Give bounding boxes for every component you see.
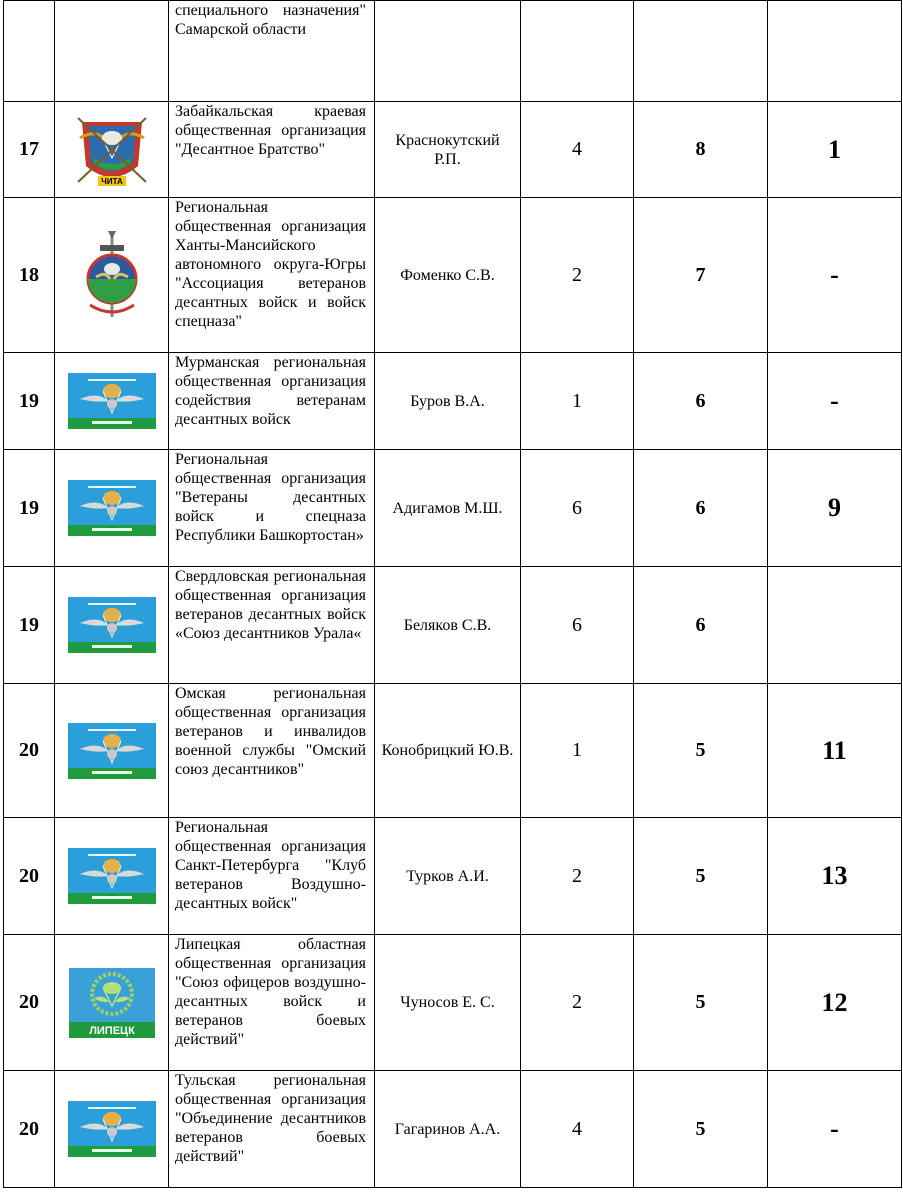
leader-cell: Буров В.А.: [375, 353, 521, 450]
logo-cell: [55, 198, 169, 353]
value-1-cell: 2: [521, 198, 634, 353]
svg-text:ЛИПЕЦК: ЛИПЕЦК: [88, 1024, 135, 1037]
value-2-cell: 6: [634, 450, 768, 567]
value-2-cell: 6: [634, 567, 768, 684]
chita-emblem-icon: [72, 108, 152, 192]
soyuz-desantnikov-flag-icon: [68, 373, 156, 429]
organization-name-cell: Мурманская региональная общественная организация содействия ветеранам десантных войск: [169, 353, 375, 450]
value-3-cell: 12: [768, 935, 902, 1071]
value-3-cell: 11: [768, 684, 902, 818]
value-1-cell: 1: [521, 353, 634, 450]
rank-cell: 20: [4, 818, 55, 935]
svg-text:ЧИТА: ЧИТА: [100, 176, 123, 186]
organization-name-cell: Омская региональная общественная организация ветеранов и инвалидов военной службы "Омский союз десантников": [169, 684, 375, 818]
leader-cell: Адигамов М.Ш.: [375, 450, 521, 567]
rank-cell: 17: [4, 102, 55, 198]
value-2-cell: [634, 1, 768, 102]
leader-cell: Чуносов Е. С.: [375, 935, 521, 1071]
logo-cell: [55, 353, 169, 450]
organization-name-cell: специального назначения" Самарской области: [169, 1, 375, 102]
logo-cell: [55, 1071, 169, 1188]
khmao-veterans-emblem-icon: [82, 229, 142, 321]
rank-cell: 19: [4, 450, 55, 567]
logo-cell: [55, 935, 169, 1071]
value-1-cell: 6: [521, 450, 634, 567]
value-3-cell: 1: [768, 102, 902, 198]
table-row: [4, 684, 902, 818]
value-3-cell: [768, 567, 902, 684]
value-2-cell: 5: [634, 1071, 768, 1188]
table-row: [4, 935, 902, 1071]
value-2-cell: 5: [634, 818, 768, 935]
value-1-cell: 6: [521, 567, 634, 684]
logo-cell: [55, 818, 169, 935]
table-row: [4, 1071, 902, 1188]
rank-cell: 20: [4, 684, 55, 818]
value-3-cell: 9: [768, 450, 902, 567]
logo-cell: [55, 567, 169, 684]
leader-cell: Фоменко С.В.: [375, 198, 521, 353]
soyuz-desantnikov-flag-icon: [68, 1101, 156, 1157]
rank-cell: 20: [4, 1071, 55, 1188]
logo-cell: [55, 1, 169, 102]
leader-cell: Турков А.И.: [375, 818, 521, 935]
rank-cell: 18: [4, 198, 55, 353]
value-3-cell: -: [768, 353, 902, 450]
value-2-cell: 5: [634, 684, 768, 818]
value-2-cell: 5: [634, 935, 768, 1071]
table-row: [4, 567, 902, 684]
lipetsk-flag-icon: [69, 968, 155, 1038]
logo-cell: [55, 102, 169, 198]
organization-name-cell: Свердловская региональная общественная организация ветеранов десантных войск «Союз десантников Урала«: [169, 567, 375, 684]
value-3-cell: -: [768, 198, 902, 353]
value-1-cell: 4: [521, 1071, 634, 1188]
organization-name-cell: Региональная общественная организация Санкт-Петербурга "Клуб ветеранов Воздушно-десантных войск": [169, 818, 375, 935]
soyuz-desantnikov-flag-icon: [68, 723, 156, 779]
table-row: [4, 818, 902, 935]
logo-cell: [55, 684, 169, 818]
rank-cell: 19: [4, 353, 55, 450]
organization-name-cell: Тульская региональная общественная организация "Объединение десантников ветеранов боевых действий": [169, 1071, 375, 1188]
table-row: [4, 102, 902, 198]
table-row: [4, 1, 902, 102]
rank-cell: 19: [4, 567, 55, 684]
value-1-cell: 1: [521, 684, 634, 818]
value-3-cell: -: [768, 1071, 902, 1188]
leader-cell: Гагаринов А.А.: [375, 1071, 521, 1188]
value-1-cell: [521, 1, 634, 102]
value-3-cell: 13: [768, 818, 902, 935]
leader-cell: Краснокутский Р.П.: [375, 102, 521, 198]
rank-cell: 20: [4, 935, 55, 1071]
logo-cell: [55, 450, 169, 567]
value-2-cell: 8: [634, 102, 768, 198]
leader-cell: Конобрицкий Ю.В.: [375, 684, 521, 818]
table-row: [4, 198, 902, 353]
value-3-cell: [768, 1, 902, 102]
leader-cell: Беляков С.В.: [375, 567, 521, 684]
value-2-cell: 6: [634, 353, 768, 450]
table-row: [4, 450, 902, 567]
organizations-table: [3, 0, 902, 1188]
value-2-cell: 7: [634, 198, 768, 353]
organization-name-cell: Региональная общественная организация "Ветераны десантных войск и спецназа Республики Башкортостан»: [169, 450, 375, 567]
value-1-cell: 4: [521, 102, 634, 198]
soyuz-desantnikov-flag-icon: [68, 848, 156, 904]
value-1-cell: 2: [521, 935, 634, 1071]
soyuz-desantnikov-flag-icon: [68, 597, 156, 653]
table-row: [4, 353, 902, 450]
soyuz-desantnikov-flag-icon: [68, 480, 156, 536]
organization-name-cell: Забайкальская краевая общественная организация "Десантное Братство": [169, 102, 375, 198]
rank-cell: [4, 1, 55, 102]
organization-name-cell: Региональная общественная организация Ханты-Мансийского автономного округа-Югры "Ассоциация ветеранов десантных войск и войск спецназа": [169, 198, 375, 353]
organization-name-cell: Липецкая областная общественная организация "Союз офицеров воздушно-десантных войск и ветеранов боевых действий": [169, 935, 375, 1071]
value-1-cell: 2: [521, 818, 634, 935]
leader-cell: [375, 1, 521, 102]
